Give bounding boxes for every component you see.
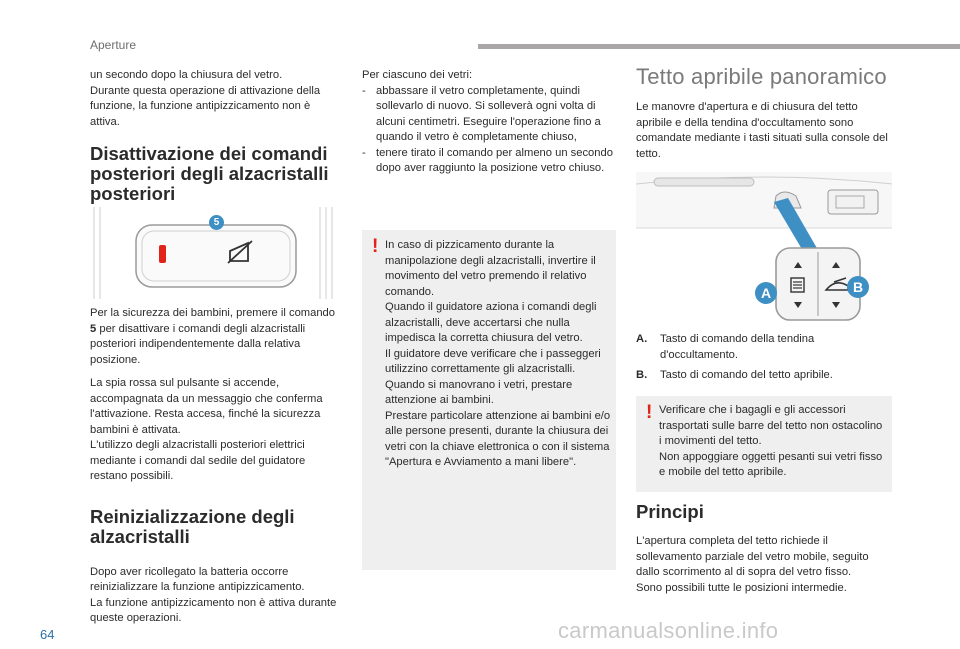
step-text: tenere tirato il comando per almeno un secondo dopo aver raggiunto la posizione vetro chiuso. (376, 146, 613, 174)
para1-text-a: Per la sicurezza dei bambini, premere il comando (90, 307, 335, 319)
legend-text: Tasto di comando del tetto apribile. (660, 369, 833, 381)
warning-text-roof: Verificare che i bagagli e gli accessori trasportati sulle barre del tetto non ostacolino i movimenti del tetto. Non appoggiare oggetti pesanti sui vetri fisso e mobile del tetto apribile. (659, 404, 883, 478)
para1-text-b: per disattivare i comandi degli alzacristalli posteriori indipendentemente dalla relativa posizione. (90, 322, 306, 366)
col1-para1 (90, 306, 342, 368)
callout-badge-a: A (755, 282, 777, 304)
list-item: - tenere tirato il comando per almeno un secondo dopo aver raggiunto la posizione vetro chiuso. (362, 146, 616, 177)
callout-badge-5: 5 (209, 215, 224, 230)
callout-badge-b: B (847, 276, 869, 298)
page-title-sunroof: Tetto apribile panoramico (636, 64, 887, 89)
column-1-lower (90, 306, 342, 627)
watermark: carmanualsonline.info (558, 618, 779, 643)
legend-text: Tasto di comando della tendina d'occultamento. (660, 333, 815, 361)
heading-disable-rear-controls: Disattivazione dei comandi posteriori degli alzacristalli posteriori (90, 143, 329, 204)
section-header: Aperture (90, 38, 137, 52)
col2-intro: Per ciascuno dei vetri: (362, 69, 473, 81)
column-3 (636, 64, 892, 162)
col1-para2: La spia rossa sul pulsante si accende, accompagnata da un messaggio che conferma l'attivazione. Resta accesa, finché la sicurezza bambini è attivata. L'utilizzo degli alzacristalli posteriori elettrici mediante i comandi dal sedile del guidatore restano possibili. (90, 377, 323, 482)
legend-key: A. (636, 333, 648, 345)
column-2 (362, 68, 616, 177)
column-1 (90, 68, 340, 204)
col3-intro: Le manovre d'apertura e di chiusura del tetto apribile e della tendina d'occultamento sono comandate mediante i tasti situati sulla console del tetto. (636, 101, 888, 160)
col1-para3: Dopo aver ricollegato la batteria occorre reinizializzare la funzione antipizzicamento. La funzione antipizzicamento non è attiva durante queste operazioni. (90, 565, 337, 624)
heading-reinitialization: Reinizializzazione degli alzacristalli (90, 505, 295, 547)
warning-icon: ! (646, 402, 653, 423)
warning-text-windows: In caso di pizzicamento durante la manipolazione degli alzacristalli, invertire il movimento del vetro premendo il relativo comando. Quando il guidatore aziona i comandi degli alzacristalli, deve accertarsi che nulla impedisca la corretta chiusura del vetro. Il guidatore deve verificare che i passeggeri utilizzino correttamente gli alzacristalli. Quando si manovrano i vetri, prestare attenzione ai bambini. Prestare particolare attenzione ai bambini e/o alle persone presenti, durante la chiusura dei vetri con la chiave elettronica o con il sistema "Apertura e Avviamento a mani libere". (385, 239, 611, 468)
header-bar (478, 44, 960, 49)
warning-box-windows (362, 230, 616, 570)
page-number: 64 (40, 627, 55, 642)
heading-principles: Principi (636, 501, 704, 522)
col3-para: L'apertura completa del tetto richiede il sollevamento parziale del vetro mobile, seguito dallo scorrimento al di sopra del vetro fisso. Sono possibili tutte le posizioni intermedie. (636, 535, 869, 594)
legend (636, 332, 892, 384)
column-3-lower (636, 502, 892, 596)
figure-child-lock (88, 203, 336, 303)
legend-item-b (636, 368, 892, 384)
warning-box-roof (636, 396, 892, 492)
list-item: - abbassare il vetro completamente, quindi sollevarlo di nuovo. Si solleverà ogni volta di alcuni centimetri. Eseguire l'operazione fino a quando il vetro è completamente chiuso, (362, 84, 616, 146)
para1-control-ref: 5 (90, 322, 97, 335)
legend-key: B. (636, 369, 648, 381)
warning-icon: ! (372, 236, 379, 257)
figure-roof-console (636, 172, 892, 324)
step-text: abbassare il vetro completamente, quindi sollevarlo di nuovo. Si solleverà ogni volta di alcuni centimetri. Eseguire l'operazione fino a quando il vetro è completamente chiuso, (376, 84, 601, 143)
legend-item-a (636, 332, 892, 363)
col1-intro: un secondo dopo la chiusura del vetro. Durante questa operazione di attivazione della funzione, la funzione antipizzicamento non è attiva. (90, 69, 321, 128)
